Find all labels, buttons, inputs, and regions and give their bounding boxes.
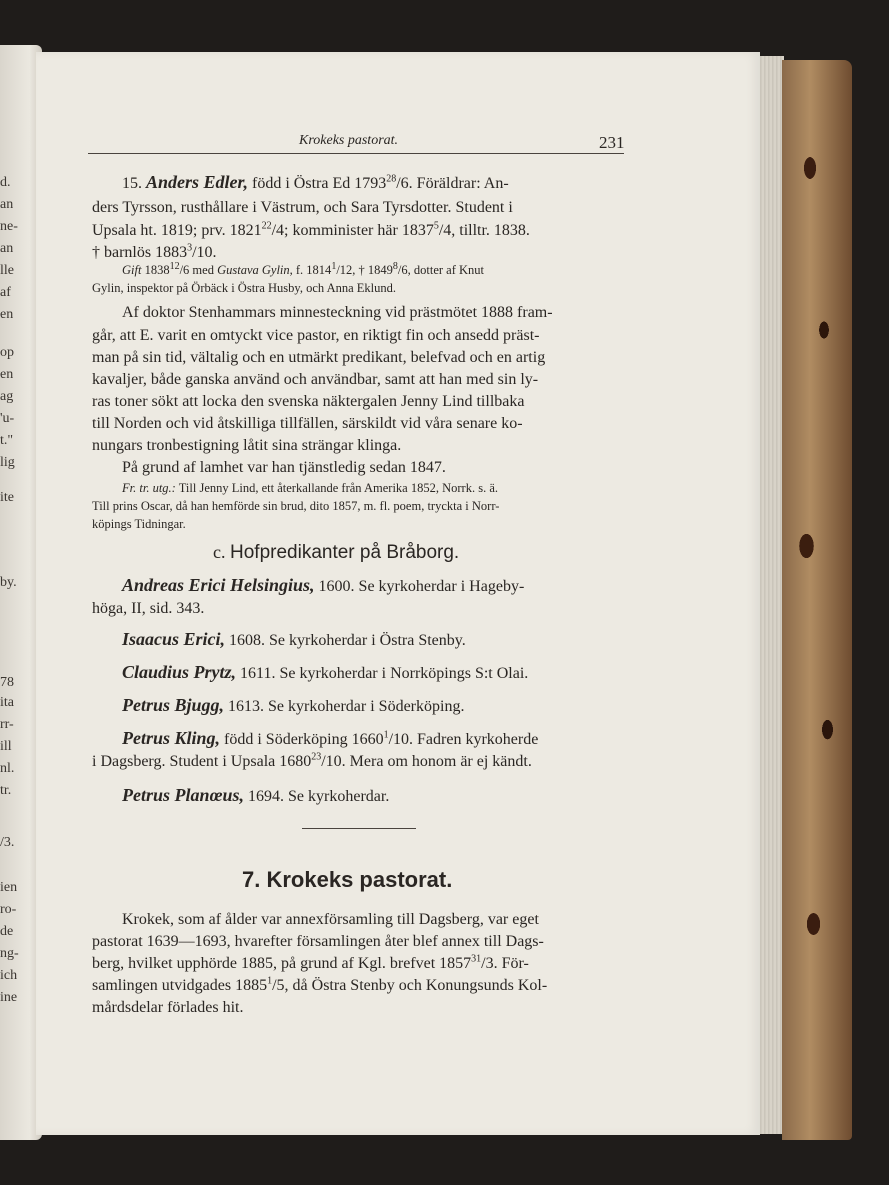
left-page-fragment: ng-: [0, 946, 19, 961]
closing-line-1: Krokek, som af ålder var annexförsamling till Dagsberg, var eget: [122, 911, 539, 928]
left-page-fragment: 78: [0, 675, 14, 690]
works-line-2: Till prins Oscar, då han hemförde sin brud, dito 1857, m. fl. poem, tryckta i Norr-: [92, 499, 500, 513]
preacher-entry: Claudius Prytz, 1611. Se kyrkoherdar i Norrköpings S:t Olai.: [122, 662, 529, 682]
section-7-heading: 7. Krokeks pastorat.: [242, 867, 453, 892]
left-page-fragment: an: [0, 241, 14, 256]
left-page-fragment: ich: [0, 968, 18, 983]
left-page-fragment: lig: [0, 455, 15, 470]
left-page-fragment: ite: [0, 490, 14, 505]
preacher-entry: Petrus Planœus, 1694. Se kyrkoherdar.: [122, 785, 390, 805]
closing-line-5: mårdsdelar förlades hit.: [92, 999, 244, 1016]
closing-line-4: samlingen utvidgades 1885$^1$/5, då Östra Stenby och Konungsunds Kol-: [92, 975, 548, 994]
left-page-fragment: de: [0, 924, 14, 939]
left-page-fragment: ine: [0, 990, 18, 1005]
preacher-entry: Petrus Bjugg, 1613. Se kyrkoherdar i Söderköping.: [122, 695, 465, 715]
body-line: går, att E. varit en omtyckt vice pastor, en riktigt fin och ansedd präst-: [92, 327, 540, 344]
running-head: Krokeks pastorat.: [299, 133, 399, 148]
body-line: nungars tronbestigning låtit sina strängar klinga.: [92, 437, 402, 454]
left-page-fragment: rr-: [0, 717, 14, 732]
left-page-fragment: an: [0, 197, 14, 212]
body-line: ras toner sökt att locka den svenska näktergalen Jenny Lind tillbaka: [92, 393, 525, 410]
preacher-entry-cont: höga, II, sid. 343.: [92, 600, 205, 617]
section-c-heading: c. Hofpredikanter på Bråborg.: [213, 542, 460, 563]
book-page: [36, 52, 760, 1135]
works-line-3: köpings Tidningar.: [92, 517, 186, 531]
body-line: man på sin tid, vältalig och en utmärkt predikant, belefvad och en artig: [92, 349, 546, 366]
body-line: kavaljer, både ganska använd och användbar, samt att han med sin ly-: [92, 371, 539, 388]
left-page-fragment: ien: [0, 880, 18, 895]
left-page-fragment: d.: [0, 175, 11, 190]
left-page-fragment: ill: [0, 739, 12, 754]
preacher-entry-cont: i Dagsberg. Student i Upsala 1680$^{23}$/10. Mera om honom är ej kändt.: [92, 751, 532, 770]
left-page-fragment: ita: [0, 695, 14, 710]
left-page-fragment: en: [0, 307, 14, 322]
closing-line-3: berg, hvilket upphörde 1885, på grund af Kgl. brefvet 1857$^{31}$/3. För-: [92, 953, 529, 972]
left-page-fragment: af: [0, 285, 11, 300]
marriage-line-1: Gift 1838$^{12}$/6 med Gustava Gylin, f. 1814$^1$/12, † 1849$^8$/6, dotter af Knut: [122, 260, 485, 277]
left-page-fragment: lle: [0, 263, 14, 278]
page-number: 231: [599, 133, 625, 152]
body-line: till Norden och vid åtskilliga tillfällen, särskildt vid våra senare ko-: [92, 415, 523, 432]
left-page-fragment: ne-: [0, 219, 18, 234]
preacher-entry: Isaacus Erici, 1608. Se kyrkoherdar i Östra Stenby.: [122, 629, 466, 649]
works-line-1: Fr. tr. utg.: Till Jenny Lind, ett återkallande från Amerika 1852, Norrk. s. ä.: [122, 481, 498, 495]
header-rule: [88, 153, 624, 154]
left-page-fragment: 'u-: [0, 411, 15, 426]
entry-15-line-1: 15. Anders Edler, född i Östra Ed 1793$^{28}$/6. Föräldrar: An-: [122, 172, 509, 192]
left-page-fragment: op: [0, 345, 14, 360]
left-page-fragment: nl.: [0, 761, 15, 776]
left-page-fragment: ag: [0, 389, 14, 404]
entry-15-name: Anders Edler,: [146, 172, 249, 192]
body-line: På grund af lamhet var han tjänstledig sedan 1847.: [122, 459, 446, 476]
entry-15-line-2: ders Tyrsson, rusthållare i Västrum, och Sara Tyrsdotter. Student i: [92, 199, 513, 216]
section-divider: [302, 828, 416, 829]
left-page-fragment: by.: [0, 575, 17, 590]
entry-15-line-3: Upsala ht. 1819; prv. 1821$^{22}$/4; komminister här 1837$^5$/4, tilltr. 1838.: [92, 220, 530, 239]
entry-15-line-4: † barnlös 1883$^3$/10.: [92, 242, 217, 261]
left-page-fragment: en: [0, 367, 14, 382]
left-page-fragment: t.": [0, 433, 14, 448]
page-edges: [758, 56, 784, 1134]
preacher-entry: Andreas Erici Helsingius, 1600. Se kyrkoherdar i Hageby-: [122, 575, 525, 595]
marriage-line-2: Gylin, inspektor på Örbäck i Östra Husby, och Anna Eklund.: [92, 281, 396, 295]
left-page-fragment: ro-: [0, 902, 17, 917]
preacher-entry: Petrus Kling, född i Söderköping 1660$^1$/10. Fadren kyrkoherde: [122, 728, 539, 748]
marbled-cover: [782, 60, 852, 1140]
body-line: Af doktor Stenhammars minnesteckning vid prästmötet 1888 fram-: [122, 304, 553, 321]
closing-line-2: pastorat 1639—1693, hvarefter församlingen åter blef annex till Dags-: [92, 933, 544, 950]
left-page-fragment: tr.: [0, 783, 12, 798]
left-page-fragment: /3.: [0, 835, 15, 850]
